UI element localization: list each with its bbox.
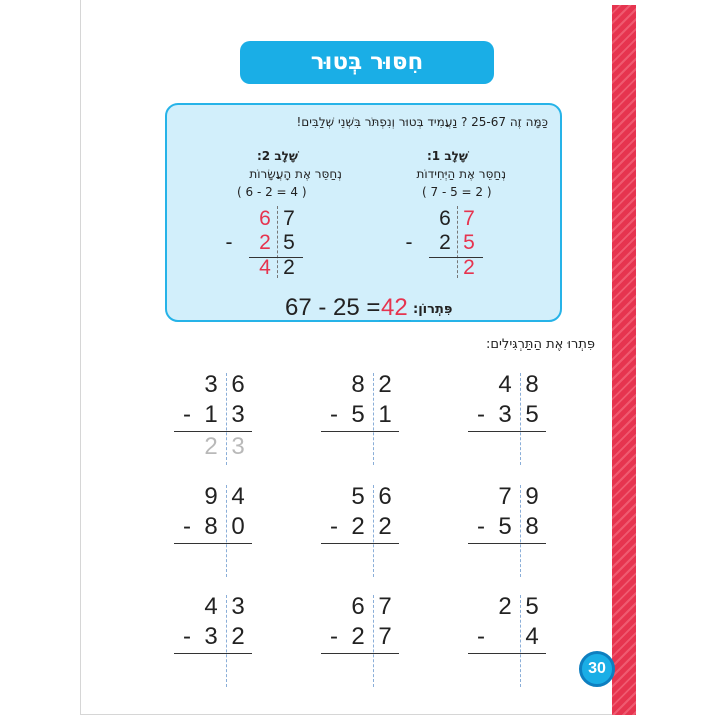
example-question: כַּמָּה זֶה 25-67 ? נַעֲמִיד בְּטוּר וְנִפְתֹּר בִּשְׁנֵי שְׁלַבִּים! xyxy=(296,115,548,129)
example-box xyxy=(165,103,562,322)
problem-bottom-ones: 1 xyxy=(378,401,392,428)
problem-result-line xyxy=(468,653,546,654)
page-title: חִסּוּר בְּטוּר xyxy=(240,41,494,84)
step2-calc: ( 6 - 2 = 4 ) xyxy=(237,185,307,199)
problem-result-line xyxy=(174,431,252,432)
step2-top-ones: 7 xyxy=(283,207,295,230)
problem-top-ones: 7 xyxy=(378,593,392,620)
problem-result-line xyxy=(174,653,252,654)
step2-res-ones: 2 xyxy=(283,256,295,279)
problem-minus-sign: - xyxy=(330,513,338,540)
step1-desc: נְחַסֵּר אֶת הַיְּחִידוֹת xyxy=(416,167,506,181)
step1-mid-ones: 5 xyxy=(463,231,475,254)
instructions: פִּתְרוּ אֶת הַתַּרְגִּילִים: xyxy=(486,337,595,352)
solution-label: פִּתְרוֹן: xyxy=(413,302,453,317)
problem-minus-sign: - xyxy=(477,401,485,428)
problem-result-line xyxy=(468,543,546,544)
step1-top-tens: 6 xyxy=(439,207,451,230)
problem-top-tens: 4 xyxy=(498,371,512,398)
problem-top-tens: 7 xyxy=(498,483,512,510)
problem-top-tens: 5 xyxy=(351,483,365,510)
step2-minus-sign: - xyxy=(225,231,233,254)
step2-mid-ones: 5 xyxy=(283,231,295,254)
problem-minus-sign: - xyxy=(183,401,191,428)
problem-answer-tens[interactable]: 2 xyxy=(204,433,218,460)
problem-top-ones: 5 xyxy=(525,593,539,620)
problem-bottom-ones: 8 xyxy=(525,513,539,540)
problem-top-ones: 2 xyxy=(378,371,392,398)
problem-bottom-tens: 3 xyxy=(498,401,512,428)
step1-column-divider xyxy=(457,206,458,278)
problem-top-tens: 6 xyxy=(351,593,365,620)
problem-minus-sign: - xyxy=(330,623,338,650)
problem-bottom-tens: 2 xyxy=(351,623,365,650)
problem-result-line xyxy=(321,653,399,654)
problem-bottom-ones: 2 xyxy=(231,623,245,650)
problem-top-ones: 6 xyxy=(231,371,245,398)
problem-minus-sign: - xyxy=(183,513,191,540)
step2-mid-tens: 2 xyxy=(259,231,271,254)
problem-bottom-ones: 2 xyxy=(378,513,392,540)
problem-result-line xyxy=(174,543,252,544)
problem-bottom-tens: 3 xyxy=(204,623,218,650)
solution-answer: 42 xyxy=(381,294,408,321)
problem-bottom-ones: 5 xyxy=(525,401,539,428)
problem-bottom-ones: 0 xyxy=(231,513,245,540)
problem-top-tens: 9 xyxy=(204,483,218,510)
problem-top-ones: 8 xyxy=(525,371,539,398)
problem-top-tens: 8 xyxy=(351,371,365,398)
step2-title: שָׁלָב 2: xyxy=(256,149,298,163)
step2-column-divider xyxy=(277,206,278,278)
problem-bottom-ones: 3 xyxy=(231,401,245,428)
step1-calc: ( 7 - 5 = 2 ) xyxy=(422,185,492,199)
problem-bottom-ones: 4 xyxy=(525,623,539,650)
problem-top-ones: 4 xyxy=(231,483,245,510)
problem-minus-sign: - xyxy=(477,623,485,650)
problem-minus-sign: - xyxy=(183,623,191,650)
problem-bottom-tens: 2 xyxy=(351,513,365,540)
problem-result-line xyxy=(468,431,546,432)
problem-top-ones: 6 xyxy=(378,483,392,510)
problem-bottom-tens: 5 xyxy=(351,401,365,428)
problem-result-line xyxy=(321,431,399,432)
problem-top-tens: 2 xyxy=(498,593,512,620)
step1-mid-tens: 2 xyxy=(439,231,451,254)
solution-expression: 67 - 25 = xyxy=(285,294,381,321)
decorative-side-strip xyxy=(612,5,636,715)
problem-result-line xyxy=(321,543,399,544)
problem-bottom-tens: 1 xyxy=(204,401,218,428)
step1-minus-sign: - xyxy=(405,231,413,254)
page-number: 30 xyxy=(579,651,615,687)
problem-top-tens: 4 xyxy=(204,593,218,620)
problem-answer-ones[interactable]: 3 xyxy=(231,433,245,460)
problem-bottom-ones: 7 xyxy=(378,623,392,650)
step2-res-tens: 4 xyxy=(259,256,271,279)
step1-top-ones: 7 xyxy=(463,207,475,230)
step2-top-tens: 6 xyxy=(259,207,271,230)
step1-res-ones: 2 xyxy=(463,256,475,279)
problem-top-ones: 9 xyxy=(525,483,539,510)
step1-title: שָׁלָב 1: xyxy=(426,149,468,163)
problem-bottom-tens: 5 xyxy=(498,513,512,540)
problem-minus-sign: - xyxy=(477,513,485,540)
solution-answer-line xyxy=(379,320,411,321)
step2-desc: נְחַסֵּר אֶת הָעֲשָׂרוֹת xyxy=(249,167,342,181)
problem-minus-sign: - xyxy=(330,401,338,428)
problem-top-ones: 3 xyxy=(231,593,245,620)
problem-top-tens: 3 xyxy=(204,371,218,398)
problem-bottom-tens: 8 xyxy=(204,513,218,540)
